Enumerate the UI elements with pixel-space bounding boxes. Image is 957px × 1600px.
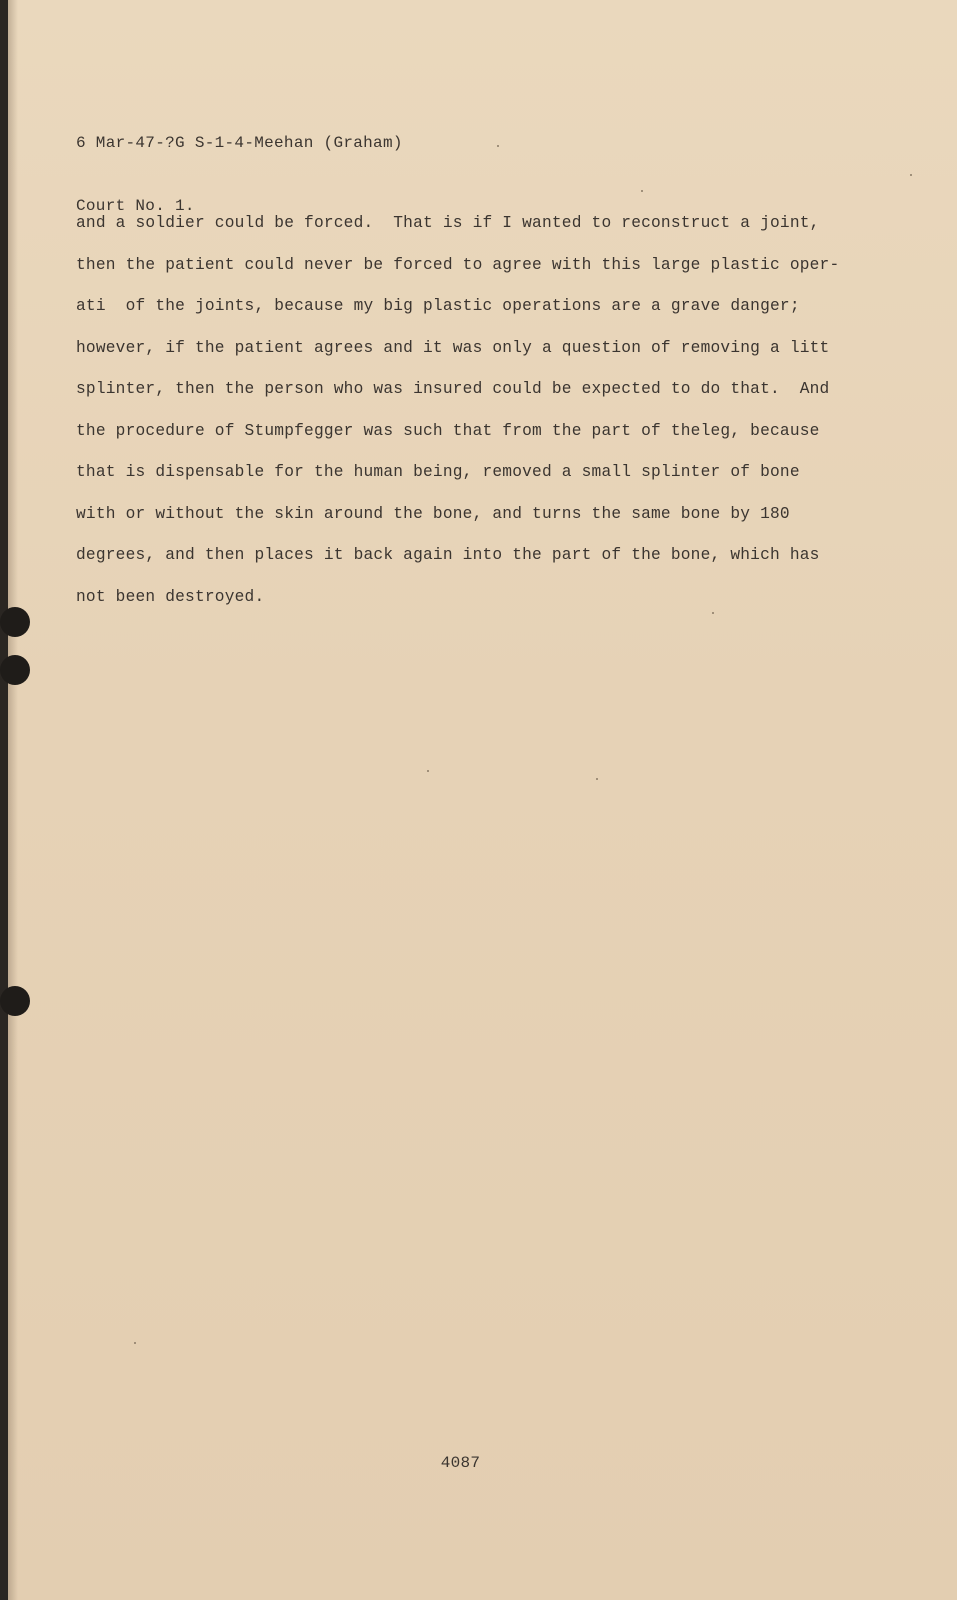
edge-shadow — [8, 0, 18, 1600]
body-line: the procedure of Stumpfegger was such that from the part of theleg, because — [76, 421, 820, 440]
paper-speck — [910, 174, 912, 176]
header-reference-line: 6 Mar-47-?G S-1-4-Meehan (Graham) — [76, 134, 403, 152]
body-line: however, if the patient agrees and it was only a question of removing a litt — [76, 338, 830, 357]
body-line: degrees, and then places it back again into the part of the bone, which has — [76, 546, 820, 564]
body-line: ati of the joints, because my big plastic operations are a grave danger; — [76, 297, 800, 315]
punch-hole-middle — [0, 655, 30, 685]
paper-speck — [712, 612, 714, 614]
body-line: splinter, then the person who was insured could be expected to do that. And — [76, 380, 830, 398]
paper-speck — [427, 770, 429, 772]
header-court-line: Court No. 1. — [76, 197, 195, 215]
body-line: that is dispensable for the human being, removed a small splinter of bone — [76, 463, 800, 481]
body-line: and a soldier could be forced. That is if I wanted to reconstruct a joint, — [76, 214, 820, 232]
paper-speck — [641, 190, 643, 192]
body-line: not been destroyed. — [76, 587, 265, 606]
page-number — [0, 1454, 957, 1472]
body-line: then the patient could never be forced to agree with this large plastic oper- — [76, 255, 840, 274]
paper-speck — [596, 778, 598, 780]
punch-hole-bottom — [0, 986, 30, 1016]
body-line: with or without the skin around the bone, and turns the same bone by 180 — [76, 504, 790, 523]
paper-speck — [134, 1342, 136, 1344]
punch-hole-top — [0, 607, 30, 637]
transcript-body — [76, 213, 876, 628]
paper-speck — [497, 145, 499, 147]
page-number-text: 4087 — [440, 1454, 481, 1472]
binding-edge — [0, 0, 8, 1600]
